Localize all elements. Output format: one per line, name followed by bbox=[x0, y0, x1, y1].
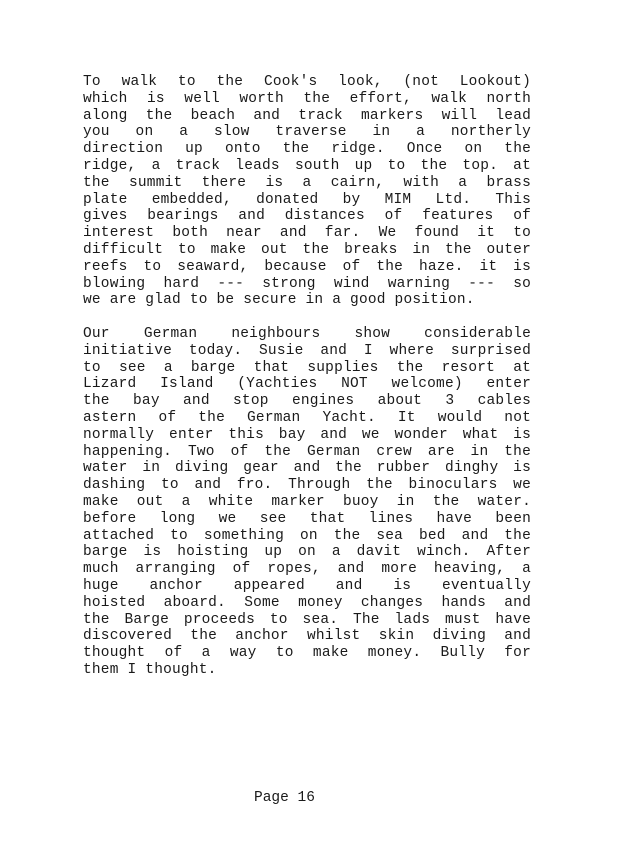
text-line: blowing hard --- strong wind warning --- so bbox=[83, 275, 531, 292]
text-line: gives bearings and distances of features of bbox=[83, 208, 531, 225]
text-line: initiative today. Susie and I where surprised bbox=[83, 342, 531, 359]
text-line: Our German neighbours show considerable bbox=[83, 326, 531, 342]
text-line: thought of a way to make money. Bully for bbox=[83, 645, 531, 662]
text-line: normally enter this bay and we wonder what is bbox=[83, 426, 531, 443]
text-line: make out a white marker buoy in the water. bbox=[83, 493, 531, 510]
text-line: much arranging of ropes, and more heaving, a bbox=[83, 561, 531, 578]
text-line: the summit there is a cairn, with a brass bbox=[83, 174, 531, 191]
text-line: discovered the anchor whilst skin diving and bbox=[83, 628, 531, 645]
text-line: reefs to seaward, because of the haze. it is bbox=[83, 258, 531, 275]
text-line: them I thought. bbox=[83, 661, 217, 678]
text-line: before long we see that lines have been bbox=[83, 510, 531, 527]
text-line: to see a barge that supplies the resort at bbox=[83, 359, 531, 376]
text-line: interest both near and far. We found it to bbox=[83, 225, 531, 242]
text-line: happening. Two of the German crew are in the bbox=[83, 443, 531, 460]
text-line: water in diving gear and the rubber dinghy is bbox=[83, 460, 531, 477]
text-line: direction up onto the ridge. Once on the bbox=[83, 141, 531, 158]
paragraph-cooks-look bbox=[83, 74, 531, 309]
text-line: difficult to make out the breaks in the outer bbox=[83, 241, 531, 258]
text-line: along the beach and track markers will lead bbox=[83, 107, 531, 124]
text-line: To walk to the Cook's look, (not Lookout) bbox=[83, 74, 531, 90]
text-line: plate embedded, donated by MIM Ltd. This bbox=[83, 191, 531, 208]
text-line: astern of the German Yacht. It would not bbox=[83, 409, 531, 426]
text-line: barge is hoisting up on a davit winch. After bbox=[83, 544, 531, 561]
text-line: huge anchor appeared and is eventually bbox=[83, 577, 531, 594]
text-line: hoisted aboard. Some money changes hands and bbox=[83, 594, 531, 611]
paragraph-german-neighbours bbox=[83, 326, 531, 679]
text-line: Lizard Island (Yachties NOT welcome) enter bbox=[83, 376, 531, 393]
text-line: dashing to and fro. Through the binoculars we bbox=[83, 477, 531, 494]
text-line: the bay and stop engines about 3 cables bbox=[83, 393, 531, 410]
page-number: Page 16 bbox=[254, 790, 315, 806]
text-line: you on a slow traverse in a northerly bbox=[83, 124, 531, 141]
text-line: attached to something on the sea bed and the bbox=[83, 527, 531, 544]
text-line: the Barge proceeds to sea. The lads must have bbox=[83, 611, 531, 628]
text-line: ridge, a track leads south up to the top. at bbox=[83, 157, 531, 174]
text-line: which is well worth the effort, walk north bbox=[83, 90, 531, 107]
text-line: we are glad to be secure in a good position. bbox=[83, 292, 475, 309]
